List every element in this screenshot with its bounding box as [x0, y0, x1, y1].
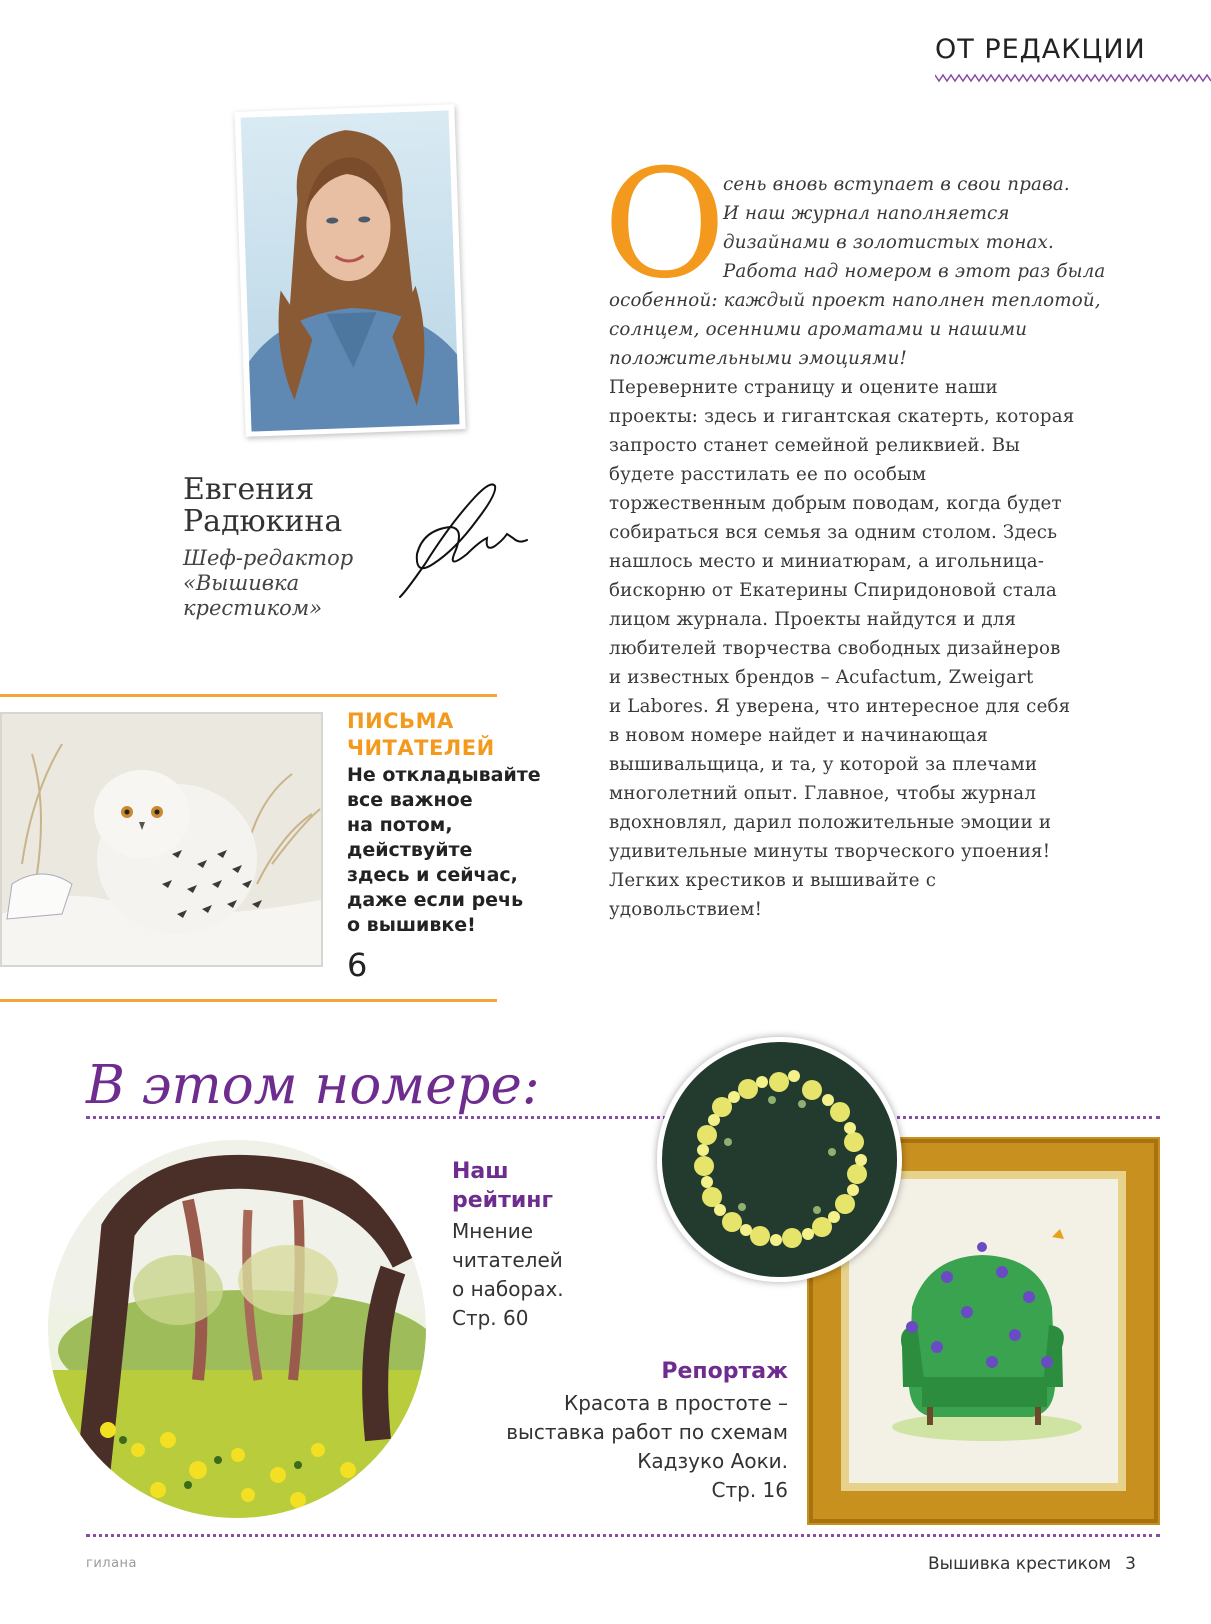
- footer-magazine-name: Вышивка крестиком: [928, 1554, 1112, 1574]
- editorial-line: бискорню от Екатерины Спиридоновой стала: [609, 580, 1057, 601]
- editorial-line: многолетний опыт. Главное, чтобы журнал: [609, 783, 1037, 804]
- editorial-line: солнцем, осенними ароматами и нашими: [609, 319, 1028, 340]
- mimosa-wreath-image: [657, 1037, 902, 1282]
- editor-role-line: «Вышивка: [183, 571, 300, 595]
- editorial-line: запросто станет семейной реликвией. Вы: [609, 435, 1020, 456]
- footer-watermark: гилана: [86, 1556, 138, 1571]
- letters-bottom-rule: [0, 999, 497, 1002]
- editor-photo: [234, 104, 465, 436]
- editorial-line: и известных брендов – Acufactum, Zweigart: [609, 667, 1034, 688]
- editorial-line: нашлось место и миниатюрам, а игольница-: [609, 551, 1045, 572]
- rating-body-line: Мнение: [452, 1219, 534, 1243]
- rating-page-ref: Стр. 60: [452, 1306, 529, 1330]
- editorial-line: удивительные минуты творческого упоения!: [609, 841, 1051, 862]
- issue-bottom-dotted-rule: [86, 1534, 1160, 1537]
- rating-heading-line: Наш: [452, 1159, 509, 1184]
- editorial-line: лицом журнала. Проекты найдутся и для: [609, 609, 1017, 630]
- editorial-line: удовольствием!: [609, 899, 763, 920]
- editorial-line: вдохновлял, дарил положительные эмоции и: [609, 812, 1052, 833]
- editorial-line: проекты: здесь и гигантская скатерть, которая: [609, 406, 1075, 427]
- report-body: [480, 1389, 788, 1505]
- letters-heading-line: ПИСЬМА: [347, 709, 454, 733]
- letters-heading: [347, 708, 495, 762]
- editorial-line: Переверните страницу и оцените наши: [609, 377, 998, 398]
- report-body-line: Кадзуко Аоки.: [637, 1449, 788, 1473]
- letters-body-line: здесь и сейчас,: [347, 864, 518, 886]
- editorial-line: торжественным добрым поводам, когда будет: [609, 493, 1062, 514]
- editorial-line: собираться вся семья за одним столом. Здесь: [609, 522, 1058, 543]
- letters-page-number: 6: [347, 946, 368, 984]
- letters-body-line: даже если речь: [347, 889, 524, 911]
- editor-last-name: Радюкина: [183, 504, 343, 539]
- rating-body: [452, 1217, 592, 1333]
- editorial-line: Легких крестиков и вышивайте с: [609, 870, 937, 891]
- rating-heading-line: рейтинг: [452, 1188, 553, 1213]
- rating-body-line: читателей: [452, 1248, 563, 1272]
- editorial-line: и Labores. Я уверена, что интересное для себя: [609, 696, 1071, 717]
- editorial-line: вышивальщица, и та, у которой за плечами: [609, 754, 1038, 775]
- issue-top-dotted-rule: [86, 1116, 1160, 1119]
- letters-body-line: о вышивке!: [347, 914, 476, 936]
- editorial-line: сень вновь вступает в свои права.: [723, 174, 1070, 195]
- footer-page-number: 3: [1125, 1554, 1136, 1574]
- editorial-line: положительными эмоциями!: [609, 348, 908, 369]
- editorial-line: будете расстилать ее по особым: [609, 464, 927, 485]
- editor-name: [183, 474, 383, 538]
- report-body-line: выставка работ по схемам: [506, 1420, 788, 1444]
- editor-role: [183, 546, 383, 621]
- editorial-line: И наш журнал наполняется: [723, 203, 1010, 224]
- editorial-line: дизайнами в золотистых тонах.: [723, 232, 1054, 253]
- editorial-line: любителей творчества свободных дизайнеров: [609, 638, 1061, 659]
- editorial-line: в новом номере найдет и начинающая: [609, 725, 989, 746]
- letters-body-line: на потом,: [347, 814, 453, 836]
- editorial-line: Работа над номером в этот раз была: [723, 261, 1106, 282]
- letters-body-line: все важное: [347, 789, 473, 811]
- forest-embroidery-image: [48, 1140, 426, 1518]
- issue-title: В этом номере:: [86, 1055, 540, 1116]
- rating-body-line: о наборах.: [452, 1277, 564, 1301]
- letters-heading-line: ЧИТАТЕЛЕЙ: [347, 736, 495, 760]
- report-body-line: Красота в простоте –: [564, 1391, 788, 1415]
- header-zigzag-divider: [935, 72, 1211, 84]
- editorial-line: особенной: каждый проект наполнен теплотой,: [609, 290, 1101, 311]
- letters-body-line: Не откладывайте: [347, 764, 541, 786]
- letters-top-rule: [0, 694, 497, 697]
- letters-body-line: действуйте: [347, 839, 473, 861]
- footer: [928, 1554, 1136, 1574]
- report-heading: Репортаж: [661, 1359, 788, 1384]
- report-page-ref: Стр. 16: [711, 1478, 788, 1502]
- drop-cap: О: [603, 138, 726, 312]
- rating-heading: [452, 1157, 553, 1215]
- editor-role-line: крестиком»: [183, 596, 323, 620]
- editor-first-name: Евгения: [183, 472, 315, 507]
- owl-embroidery-image: [0, 712, 323, 967]
- editor-role-line: Шеф-редактор: [183, 546, 354, 570]
- letters-body: [347, 763, 547, 938]
- editor-signature: [395, 472, 545, 607]
- section-title: ОТ РЕДАКЦИИ: [935, 34, 1146, 65]
